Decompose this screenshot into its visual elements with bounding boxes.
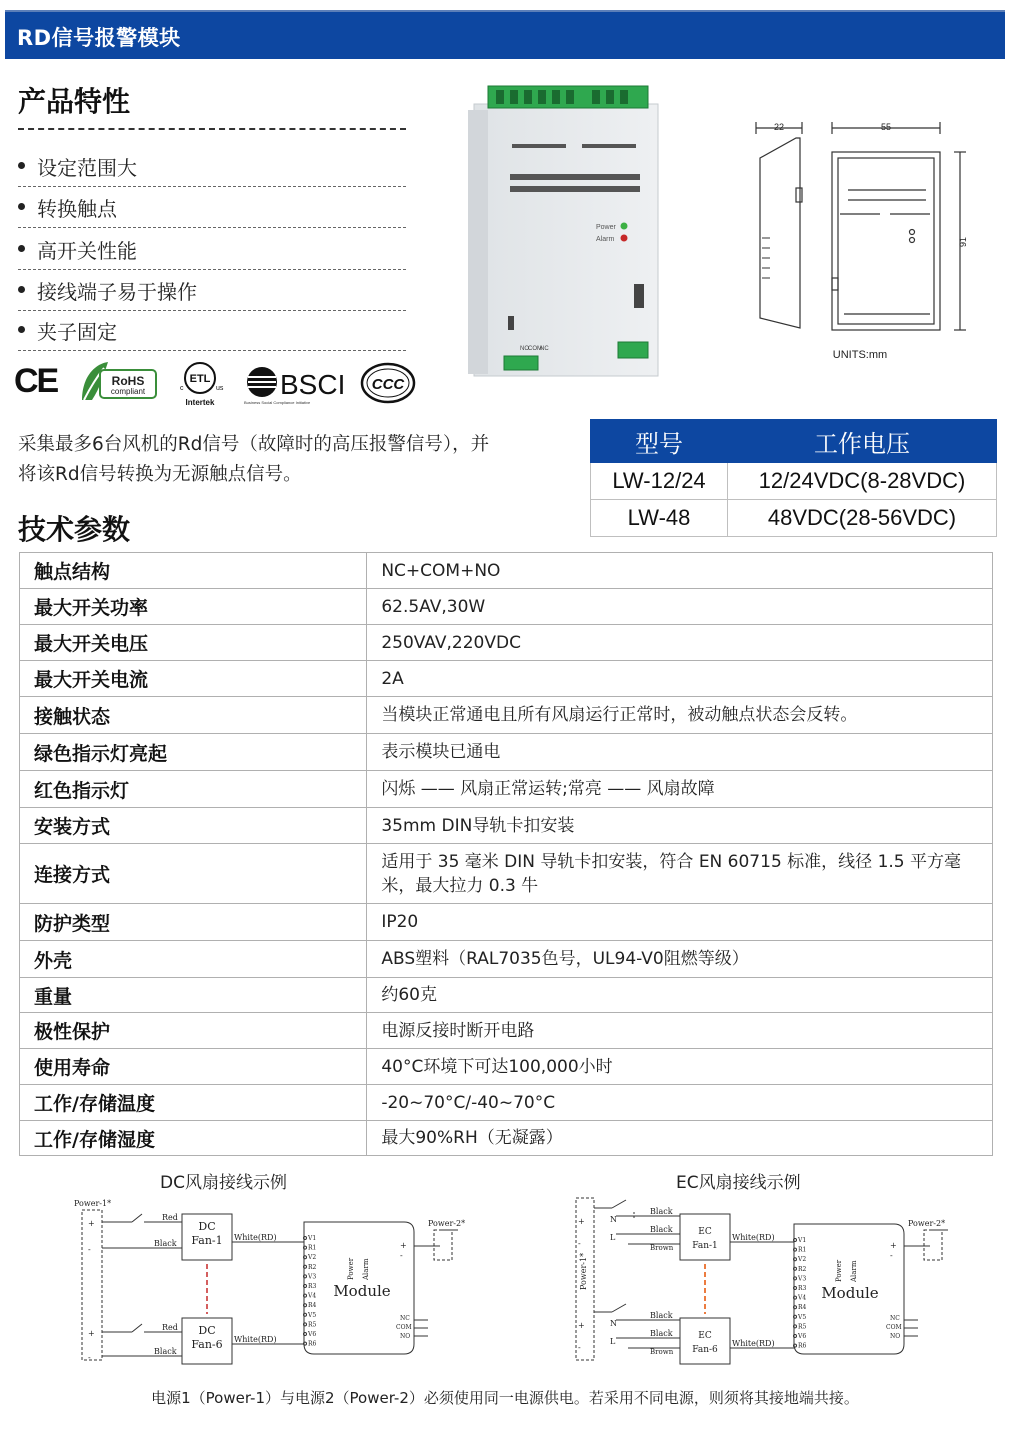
product-image xyxy=(468,80,660,378)
power1-label: Power-1* xyxy=(579,1252,588,1290)
pin-terminal-icon xyxy=(304,1275,307,1278)
spec-key: 红色指示灯 xyxy=(20,771,367,808)
feature-text: 夹子固定 xyxy=(37,320,117,344)
minus-label: - xyxy=(88,1353,91,1362)
plus-label: + xyxy=(890,1241,897,1250)
plus-label: + xyxy=(578,1321,585,1330)
pin-label: V6 xyxy=(308,1331,317,1338)
spec-key: 触点结构 xyxy=(20,553,367,589)
pin-terminal-icon xyxy=(304,1256,307,1259)
fan6-label: Fan-6 xyxy=(692,1345,718,1355)
minus-label: - xyxy=(890,1251,893,1260)
plus-label: + xyxy=(578,1217,585,1226)
spec-key: 极性保护 xyxy=(20,1013,367,1049)
bullet-icon xyxy=(18,245,25,252)
ec-label: EC xyxy=(698,1331,712,1341)
pin-label: V2 xyxy=(308,1254,317,1262)
module-label: Module xyxy=(333,1282,391,1300)
spec-value: ABS塑料（RAL7035色号，UL94-V0阻燃等级） xyxy=(367,941,993,978)
bullet-icon xyxy=(18,286,25,293)
table-row xyxy=(20,1085,993,1121)
front-width-dimension: 55 xyxy=(880,122,892,132)
spec-key: 接触状态 xyxy=(20,697,367,734)
product-description: 采集最多6台风机的Rd信号（故障时的高压报警信号），并将该Rd信号转换为无源触点信号。 xyxy=(18,434,490,485)
pin-terminal-icon xyxy=(304,1313,307,1316)
bsci-text: BSCI xyxy=(280,369,346,400)
pin-terminal-icon xyxy=(304,1323,307,1326)
black-wire-label: Black xyxy=(650,1207,673,1216)
table-row xyxy=(591,500,997,537)
black-wire-label: Black xyxy=(154,1239,177,1248)
etl-c-text: c xyxy=(180,385,184,392)
table-row xyxy=(20,1013,993,1049)
pin-terminal-icon xyxy=(304,1294,307,1297)
ccc-text: CCC xyxy=(371,376,405,393)
pin-terminal-icon xyxy=(794,1296,797,1299)
table-row xyxy=(20,1121,993,1156)
feature-text: 转换触点 xyxy=(37,197,117,221)
pin-terminal-icon xyxy=(304,1342,307,1345)
red-wire-label: Red xyxy=(162,1323,178,1332)
pin-terminal-icon xyxy=(794,1344,797,1347)
units-label: UNITS:mm xyxy=(832,349,888,361)
specs-title: 技术参数 xyxy=(18,513,131,546)
pin-label: V1 xyxy=(308,1235,317,1242)
fan1-label: Fan-1 xyxy=(692,1241,718,1251)
spec-value: 250VAV,220VDC xyxy=(367,625,993,661)
ccc-logo xyxy=(360,362,416,404)
pin-terminal-icon xyxy=(304,1333,307,1336)
plus-label: + xyxy=(88,1219,95,1228)
voltage-header: 工作电压 xyxy=(728,420,997,463)
pin-terminal-icon xyxy=(304,1265,307,1268)
bullet-icon xyxy=(18,326,25,333)
spec-value: IP20 xyxy=(367,904,993,941)
dc-label: DC xyxy=(198,1324,216,1337)
bsci-logo xyxy=(242,364,352,406)
ec-label: EC xyxy=(698,1227,712,1237)
spec-key: 使用寿命 xyxy=(20,1049,367,1085)
pin-label: R4 xyxy=(798,1304,807,1312)
l-label: L xyxy=(610,1233,616,1242)
etl-logo xyxy=(176,360,228,408)
table-row xyxy=(20,978,993,1013)
pin-label: R3 xyxy=(798,1285,807,1292)
intertek-text: Intertek xyxy=(185,398,215,407)
pin-terminal-icon xyxy=(304,1304,307,1307)
pin-terminal-icon xyxy=(794,1306,797,1309)
bsci-sub-text: Business Social Compliance Initiative xyxy=(244,400,311,405)
fan1-label: Fan-1 xyxy=(191,1234,223,1247)
ce-logo: CE xyxy=(14,362,58,400)
spec-key: 最大开关功率 xyxy=(20,589,367,625)
spec-value: NC+COM+NO xyxy=(367,553,993,589)
nc-label: NC xyxy=(890,1315,900,1322)
no-label: NO xyxy=(400,1333,411,1340)
model-table xyxy=(590,419,997,537)
spec-value: 62.5AV,30W xyxy=(367,589,993,625)
dc-label: DC xyxy=(198,1220,216,1233)
pin-terminal-icon xyxy=(794,1325,797,1328)
spec-value: 电源反接时断开电路 xyxy=(367,1013,993,1049)
spec-value: 约60克 xyxy=(367,978,993,1013)
dc-diagram-title: DC风扇接线示例 xyxy=(160,1173,287,1193)
spec-value: 2A xyxy=(367,661,993,697)
feature-item xyxy=(18,310,406,351)
pin-terminal-icon xyxy=(794,1315,797,1318)
black-wire-label: Black xyxy=(650,1311,673,1320)
power-led-icon xyxy=(621,223,628,230)
brown-wire-label: Brown xyxy=(650,1348,674,1356)
model-table-header xyxy=(591,420,997,463)
dc-pin-labels xyxy=(304,1235,317,1348)
table-row xyxy=(20,844,993,904)
white-wire-label: White(RD) xyxy=(234,1335,277,1344)
white-wire-label: White(RD) xyxy=(732,1339,775,1348)
pin-label: V3 xyxy=(798,1275,807,1283)
minus-label: - xyxy=(578,1343,581,1352)
feature-text: 接线端子易于操作 xyxy=(37,280,197,304)
plus-label: + xyxy=(400,1241,407,1250)
etl-text: ETL xyxy=(189,373,211,385)
no-label: NO xyxy=(520,346,529,352)
table-row xyxy=(20,697,993,734)
table-row xyxy=(20,808,993,844)
feature-item xyxy=(18,187,406,228)
pin-terminal-icon xyxy=(794,1335,797,1338)
model-cell: LW-12/24 xyxy=(591,463,728,500)
spec-value: 适用于 35 毫米 DIN 导轨卡扣安装，符合 EN 60715 标准，线径 1.5 平方毫米，最大拉力 0.3 牛 xyxy=(367,844,993,904)
pin-label: R4 xyxy=(308,1302,317,1310)
table-row xyxy=(20,661,993,697)
pin-label: R3 xyxy=(308,1283,317,1290)
com-label: COM xyxy=(886,1324,902,1331)
nc-label: NC xyxy=(540,346,549,352)
table-row xyxy=(20,1049,993,1085)
minus-label: - xyxy=(88,1245,91,1254)
pin-terminal-icon xyxy=(304,1246,307,1249)
pin-label: R2 xyxy=(798,1265,807,1273)
feature-item xyxy=(18,270,406,311)
page-title: RD信号报警模块 xyxy=(17,26,181,50)
com-label: COM xyxy=(396,1324,412,1331)
pin-label: V4 xyxy=(308,1292,317,1300)
dimension-drawing xyxy=(740,118,980,368)
power1-label: Power-1* xyxy=(74,1199,112,1208)
minus-label: - xyxy=(578,1239,581,1248)
model-header: 型号 xyxy=(591,420,728,463)
voltage-cell: 12/24VDC(8-28VDC) xyxy=(728,463,997,500)
no-label: NO xyxy=(890,1333,901,1340)
red-wire-label: Red xyxy=(162,1213,178,1222)
rohs-sub-text: compliant xyxy=(110,387,146,396)
pin-label: R5 xyxy=(308,1321,317,1329)
pin-label: R1 xyxy=(798,1246,807,1254)
power-note: 电源1（Power-1）与电源2（Power-2）必须使用同一电源供电。若采用不同电源，则须将其接地端共接。 xyxy=(151,1389,859,1407)
spec-key: 防护类型 xyxy=(20,904,367,941)
pin-label: V1 xyxy=(798,1237,807,1244)
white-wire-label: White(RD) xyxy=(234,1233,277,1242)
table-row xyxy=(20,734,993,771)
spec-table xyxy=(19,552,993,1156)
pin-terminal-icon xyxy=(794,1267,797,1270)
pin-label: V6 xyxy=(798,1333,807,1340)
l-label: L xyxy=(610,1337,616,1346)
spec-value: -20~70°C/-40~70°C xyxy=(367,1085,993,1121)
plus-label: + xyxy=(88,1329,95,1338)
com-label: COM xyxy=(528,346,542,352)
n-label: N xyxy=(610,1319,617,1328)
model-cell: LW-48 xyxy=(591,500,728,537)
certifications xyxy=(14,360,414,410)
module-label: Module xyxy=(821,1284,879,1302)
pin-label: V2 xyxy=(798,1256,807,1264)
power2-label: Power-2* xyxy=(908,1219,946,1228)
table-row xyxy=(20,904,993,941)
spec-key: 绿色指示灯亮起 xyxy=(20,734,367,771)
nc-label: NC xyxy=(400,1315,410,1322)
table-row xyxy=(20,589,993,625)
side-width-dimension: 22 xyxy=(773,122,785,132)
feature-text: 高开关性能 xyxy=(37,239,137,263)
ec-diagram-title: EC风扇接线示例 xyxy=(676,1173,801,1193)
spec-key: 最大开关电流 xyxy=(20,661,367,697)
black-wire-label: Black xyxy=(650,1329,673,1338)
voltage-cell: 48VDC(28-56VDC) xyxy=(728,500,997,537)
feature-item xyxy=(18,146,406,187)
spec-key: 安装方式 xyxy=(20,808,367,844)
power-led-label: Power xyxy=(596,224,616,231)
features-divider xyxy=(18,128,406,130)
black-wire-label: Black xyxy=(650,1225,673,1234)
table-row xyxy=(591,463,997,500)
pin-terminal-icon xyxy=(794,1258,797,1261)
white-wire-label: White(RD) xyxy=(732,1233,775,1242)
rohs-logo xyxy=(78,360,158,404)
pin-terminal-icon xyxy=(794,1287,797,1290)
table-row xyxy=(20,553,993,589)
alarm-label: Alarm xyxy=(850,1260,858,1282)
table-row xyxy=(20,771,993,808)
pin-label: R6 xyxy=(798,1342,807,1350)
black-wire-label: Black xyxy=(154,1347,177,1356)
alarm-label: Alarm xyxy=(362,1258,370,1280)
bullet-icon xyxy=(18,162,25,169)
fan6-label: Fan-6 xyxy=(191,1338,223,1351)
power-label: Power xyxy=(835,1259,843,1282)
table-row xyxy=(20,625,993,661)
alarm-led-label: Alarm xyxy=(596,236,615,243)
spec-key: 重量 xyxy=(20,978,367,1013)
bullet-icon xyxy=(18,203,25,210)
features-title: 产品特性 xyxy=(18,85,131,118)
spec-value: 35mm DIN导轨卡扣安装 xyxy=(367,808,993,844)
pin-terminal-icon xyxy=(794,1239,797,1242)
pin-label: V5 xyxy=(308,1311,317,1319)
spec-key: 工作/存储温度 xyxy=(20,1085,367,1121)
spec-value: 闪烁 —— 风扇正常运转;常亮 —— 风扇故障 xyxy=(367,771,993,808)
spec-value: 当模块正常通电且所有风扇运行正常时，被动触点状态会反转。 xyxy=(367,697,993,734)
dc-wiring-diagram xyxy=(70,1194,470,1374)
spec-value: 最大90%RH（无凝露） xyxy=(367,1121,993,1156)
pin-label: R1 xyxy=(308,1244,317,1252)
pin-label: R5 xyxy=(798,1323,807,1331)
pin-label: V3 xyxy=(308,1273,317,1281)
spec-value: 表示模块已通电 xyxy=(367,734,993,771)
header-bar xyxy=(5,10,1005,59)
alarm-led-icon xyxy=(621,235,628,242)
power2-label: Power-2* xyxy=(428,1219,466,1228)
spec-key: 工作/存储湿度 xyxy=(20,1121,367,1156)
pin-label: V4 xyxy=(798,1294,807,1302)
pin-label: R6 xyxy=(308,1340,317,1348)
etl-us-text: us xyxy=(216,385,224,392)
feature-text: 设定范围大 xyxy=(37,156,137,180)
pin-label: R2 xyxy=(308,1263,317,1271)
pin-terminal-icon xyxy=(794,1248,797,1251)
minus-label: - xyxy=(400,1251,403,1260)
ec-pin-labels xyxy=(794,1237,807,1350)
height-dimension: 91 xyxy=(958,236,968,248)
pin-terminal-icon xyxy=(304,1285,307,1288)
ec-wiring-diagram xyxy=(568,1194,968,1374)
pin-terminal-icon xyxy=(304,1237,307,1240)
spec-key: 连接方式 xyxy=(20,844,367,904)
brown-wire-label: Brown xyxy=(650,1244,674,1252)
pin-terminal-icon xyxy=(794,1277,797,1280)
rohs-text: RoHS xyxy=(111,374,145,388)
table-row xyxy=(20,941,993,978)
power-label: Power xyxy=(347,1257,355,1280)
pin-label: V5 xyxy=(798,1313,807,1321)
spec-key: 外壳 xyxy=(20,941,367,978)
spec-key: 最大开关电压 xyxy=(20,625,367,661)
n-label: N xyxy=(610,1215,617,1224)
feature-item xyxy=(18,229,406,270)
spec-value: 40°C环境下可达100,000小时 xyxy=(367,1049,993,1085)
